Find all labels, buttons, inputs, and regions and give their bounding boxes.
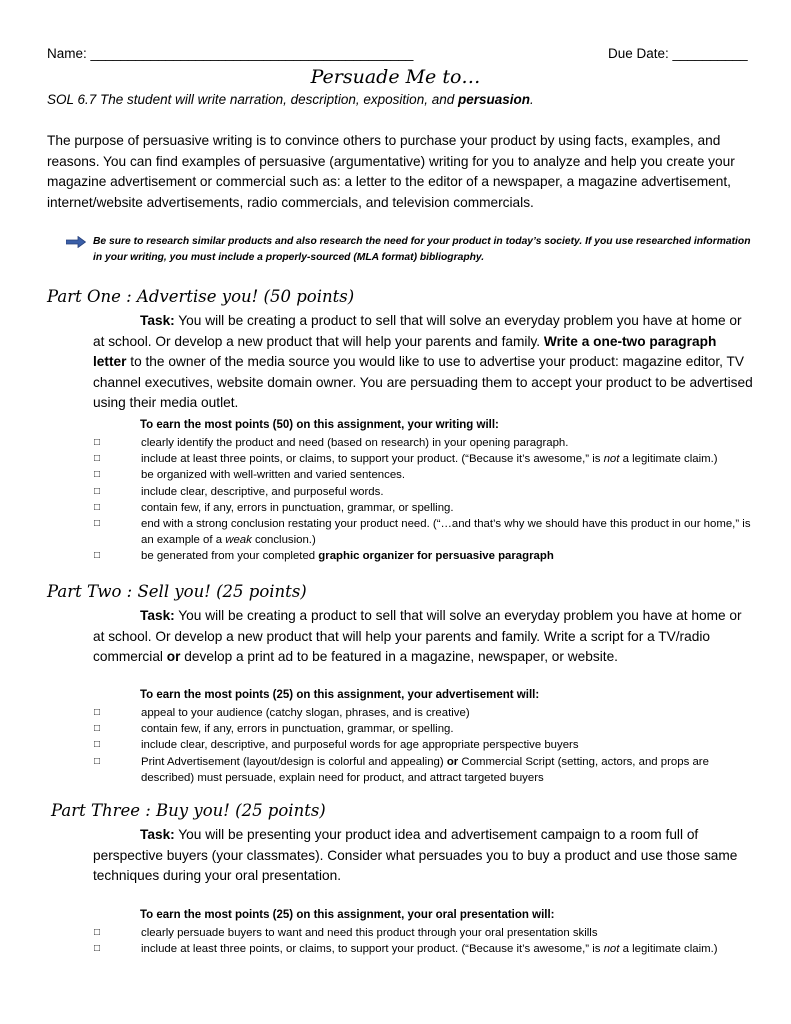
checkbox-icon: □: [94, 485, 101, 497]
checkbox-icon: □: [94, 453, 101, 465]
task-text-end: to the owner of the media source you would like to use to advertise your product: magazine editor, TV channel executives, website domain owner. You are persuading them to accept your product to be advertised using their media outlet.: [93, 354, 753, 410]
task-text: You will be presenting your product idea and advertisement campaign to a room full of perspective buyers (your classmates). Consider what persuades you to buy a product and use those same techniques during your oral presentation.: [93, 827, 738, 883]
checkbox-icon: □: [94, 723, 101, 735]
part-two-task: [93, 606, 753, 668]
criteria-item: □ end with a strong conclusion restating your product need. (“…and that’s why we should have this product in our home,” is an example of a weak conclusion.): [93, 516, 753, 548]
checkbox-icon: □: [94, 707, 101, 718]
criteria-item: □ include clear, descriptive, and purposeful words.: [93, 484, 753, 500]
criteria-item: □ be organized with well-written and varied sentences.: [93, 467, 753, 483]
part-one-heading: Part One : Advertise you! (50 points): [47, 287, 355, 306]
task-label: Task:: [140, 313, 175, 328]
task-text: You will be creating a product to sell that will solve an everyday problem you have at home or at school. Or develop a new product that will help your parents and family.: [93, 313, 742, 349]
criteria-item: □ include clear, descriptive, and purposeful words for age appropriate perspective buyers: [93, 737, 753, 753]
criteria-item: □ clearly identify the product and need (based on research) in your opening paragraph.: [93, 435, 753, 451]
checkbox-icon: □: [94, 755, 101, 767]
part-two-criteria-heading: To earn the most points (25) on this assignment, your advertisement will:: [140, 689, 540, 701]
part-three-criteria-heading: To earn the most points (25) on this assignment, your oral presentation will:: [140, 909, 555, 921]
part-one-criteria-heading: To earn the most points (50) on this assignment, your writing will:: [140, 419, 499, 431]
sol-standard: [47, 92, 534, 107]
part-one-task: [93, 311, 753, 414]
criteria-item: □ contain few, if any, errors in punctuation, grammar, or spelling.: [93, 721, 753, 737]
task-bold: Write a one-two paragraph letter: [93, 333, 717, 369]
part-one-criteria-list: [93, 435, 753, 565]
task-text: You will be creating a product to sell that will solve an everyday problem you have at home or at school. Or develop a new product that will help your parents and family. Write a script for a TV/radio commercial: [93, 608, 742, 664]
criteria-item: □ clearly persuade buyers to want and need this product through your oral presentation skills: [93, 925, 753, 941]
task-text-end: develop a print ad to be featured in a magazine, newspaper, or website.: [180, 649, 618, 664]
checkbox-icon: □: [94, 739, 101, 751]
part-two-heading: Part Two : Sell you! (25 points): [47, 582, 307, 601]
part-three-heading: Part Three : Buy you! (25 points): [51, 801, 326, 820]
checkbox-icon: □: [94, 943, 101, 955]
criteria-item: □ include at least three points, or claims, to support your product. (“Because it’s awesome,” is not a legitimate claim.): [93, 451, 753, 467]
part-three-criteria-list: [93, 925, 753, 957]
criteria-item: □ appeal to your audience (catchy slogan, phrases, and is creative): [93, 705, 753, 721]
due-date-field-line: Due Date: __________: [608, 46, 748, 61]
checkbox-icon: □: [94, 469, 101, 481]
part-two-criteria-list: [93, 705, 753, 786]
task-label: Task:: [140, 827, 175, 842]
task-label: Task:: [140, 608, 175, 623]
checkbox-icon: □: [94, 437, 101, 448]
criteria-item: □ Print Advertisement (layout/design is colorful and appealing) or Commercial Script (setting, actors, and props are described) must persuade, explain need for product, and attract targeted buyers: [93, 754, 753, 786]
sol-text: SOL 6.7 The student will write narration, description, exposition, and: [47, 92, 458, 107]
sol-period: .: [530, 92, 534, 107]
task-bold: or: [166, 649, 181, 664]
sol-bold-word: persuasion: [457, 92, 531, 107]
criteria-item: □ be generated from your completed graphic organizer for persuasive paragraph: [93, 548, 753, 564]
checkbox-icon: □: [94, 927, 101, 938]
arrow-right-icon: [66, 236, 86, 248]
part-three-task: [93, 825, 753, 887]
criteria-item: □ contain few, if any, errors in punctuation, grammar, or spelling.: [93, 500, 753, 516]
checkbox-icon: □: [94, 501, 101, 513]
research-note: Be sure to research similar products and also research the need for your product in today’s society. If you use researched information in your writing, you must include a properly-sourced (MLA format) bibliography.: [93, 236, 751, 263]
intro-paragraph: The purpose of persuasive writing is to convince others to purchase your product by using facts, examples, and reasons. You can find examples of persuasive (argumentative) writing for you to analyze and help you create your magazine advertisement or commercial such as: a letter to the editor of a newspaper, a magazine advertisement, internet/website advertisements, radio commercials, and television commercials.: [47, 133, 735, 210]
checkbox-icon: □: [94, 550, 101, 562]
page-title: Persuade Me to…: [310, 66, 481, 88]
criteria-item: □ include at least three points, or claims, to support your product. (“Because it’s awesome,” is not a legitimate claim.): [93, 941, 753, 957]
name-field-line: Name: ___________________________________________: [47, 46, 414, 61]
checkbox-icon: □: [94, 518, 101, 530]
